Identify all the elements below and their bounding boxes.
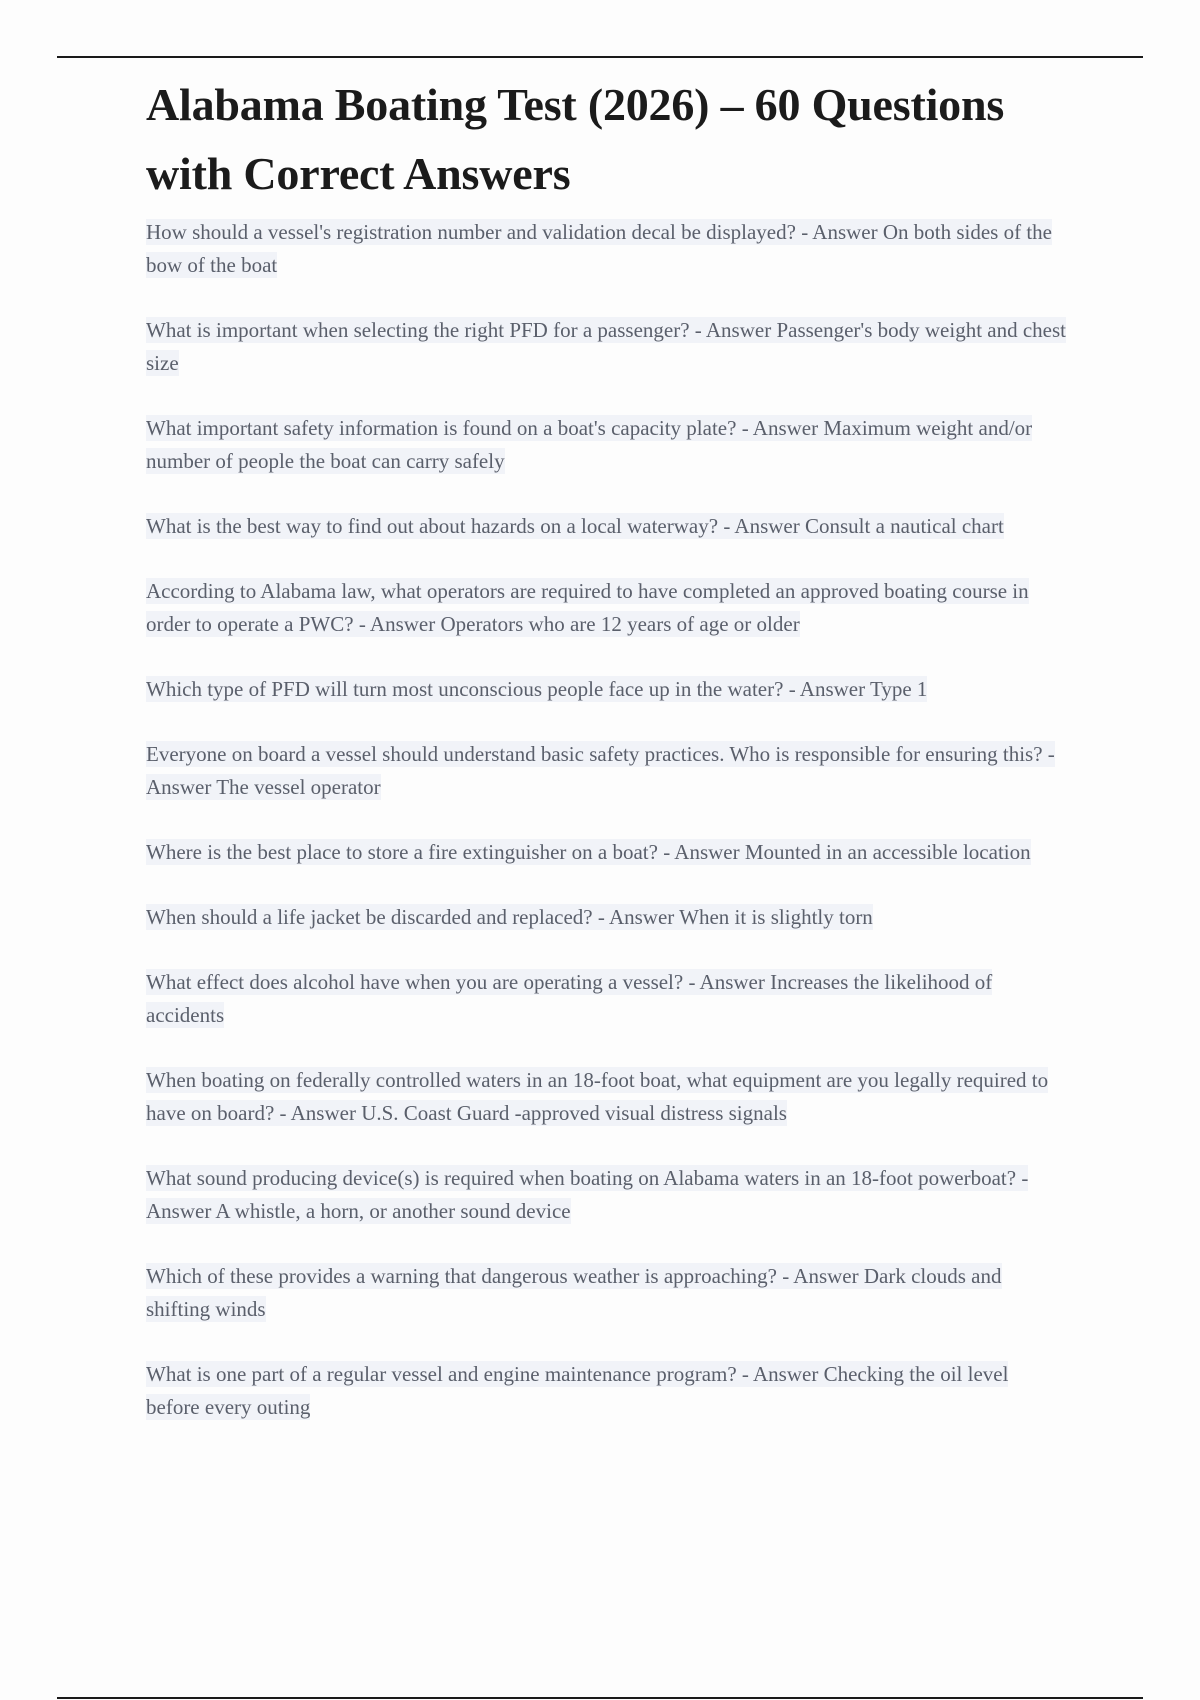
qa-text [146,578,1029,637]
qa-text [146,219,1052,278]
answer-text: Checking the oil level before every outing [146,1362,1009,1419]
answer-separator: - Answer [795,220,883,244]
qa-text [146,415,1032,474]
question-text: What sound producing device(s) is required when boating on Alabama waters in an 18-foot powerboat? [146,1166,1017,1190]
answer-text: Type 1 [869,677,928,701]
qa-item [146,510,1066,543]
top-rule [57,56,1143,58]
answer-separator: - Answer [718,514,805,538]
question-text: What is the best way to find out about hazards on a local waterway? [146,514,719,538]
answer-separator: - Answer [736,416,824,440]
qa-text [146,1361,1008,1420]
answer-separator: - Answer [657,840,745,864]
answer-separator: - Answer [776,1264,864,1288]
qa-item [146,901,1066,934]
answer-text: Operators who are 12 years of age or older [440,612,800,636]
qa-item [146,673,1066,706]
qa-item [146,575,1066,641]
answer-separator: - Answer [146,1166,1029,1223]
qa-text [146,1067,1048,1126]
qa-item [146,412,1066,478]
question-text: How should a vessel's registration number and validation decal be displayed? [146,220,796,244]
qa-text [146,741,1055,800]
answer-text: A whistle, a horn, or another sound device [215,1199,571,1223]
qa-item [146,966,1066,1032]
answer-separator: - Answer [683,970,771,994]
qa-item [146,1064,1066,1130]
answer-text: Consult a nautical chart [804,514,1004,538]
qa-text [146,317,1066,376]
answer-separator: - Answer [592,905,680,929]
qa-text [146,904,873,930]
answer-separator: - Answer [146,742,1055,799]
answer-separator: - Answer [736,1362,824,1386]
answer-separator: - Answer [689,318,777,342]
qa-item [146,738,1066,804]
answer-separator: - Answer [274,1101,362,1125]
qa-item [146,836,1066,869]
document-body [146,70,1066,1456]
answer-text: On both sides of the bow of the boat [146,220,1053,277]
answer-separator: - Answer [783,677,870,701]
qa-item [146,216,1066,282]
question-text: Everyone on board a vessel should understand basic safety practices. Who is responsible for ensuring this? [146,742,1043,766]
answer-text: U.S. Coast Guard -approved visual distress signals [361,1101,787,1125]
question-text: When boating on federally controlled waters in an 18-foot boat, what equipment are you legally required to have on board? [146,1068,1049,1125]
question-text: What important safety information is found on a boat's capacity plate? [146,416,737,440]
question-text: Where is the best place to store a fire extinguisher on a boat? [146,840,658,864]
question-text: According to Alabama law, what operators are required to have completed an approved boating course in order to operate a PWC? [146,579,1029,636]
qa-text [146,676,927,702]
qa-text [146,1165,1028,1224]
answer-text: The vessel operator [216,775,381,799]
question-text: Which type of PFD will turn most unconscious people face up in the water? [146,677,784,701]
qa-item [146,314,1066,380]
answer-text: Increases the likelihood of accidents [146,970,993,1027]
qa-text [146,513,1004,539]
question-text: What is important when selecting the right PFD for a passenger? [146,318,690,342]
qa-text [146,969,992,1028]
question-text: When should a life jacket be discarded and replaced? [146,905,593,929]
qa-item [146,1260,1066,1326]
answer-text: When it is slightly torn [679,905,873,929]
answer-separator: - Answer [353,612,441,636]
qa-text [146,1263,1002,1322]
answer-text: Passenger's body weight and chest size [146,318,1066,375]
page-title: Alabama Boating Test (2026) – 60 Questions with Correct Answers [146,79,1005,199]
question-text: What is one part of a regular vessel and engine maintenance program? [146,1362,737,1386]
qa-item [146,1358,1066,1424]
question-text: Which of these provides a warning that dangerous weather is approaching? [146,1264,777,1288]
answer-text: Dark clouds and shifting winds [146,1264,1002,1321]
qa-text [146,839,1031,865]
qa-item [146,1162,1066,1228]
answer-text: Mounted in an accessible location [744,840,1031,864]
qa-list [146,216,1066,1424]
answer-text: Maximum weight and/or number of people the boat can carry safely [146,416,1033,473]
question-text: What effect does alcohol have when you are operating a vessel? [146,970,684,994]
bottom-rule [57,1697,1143,1699]
